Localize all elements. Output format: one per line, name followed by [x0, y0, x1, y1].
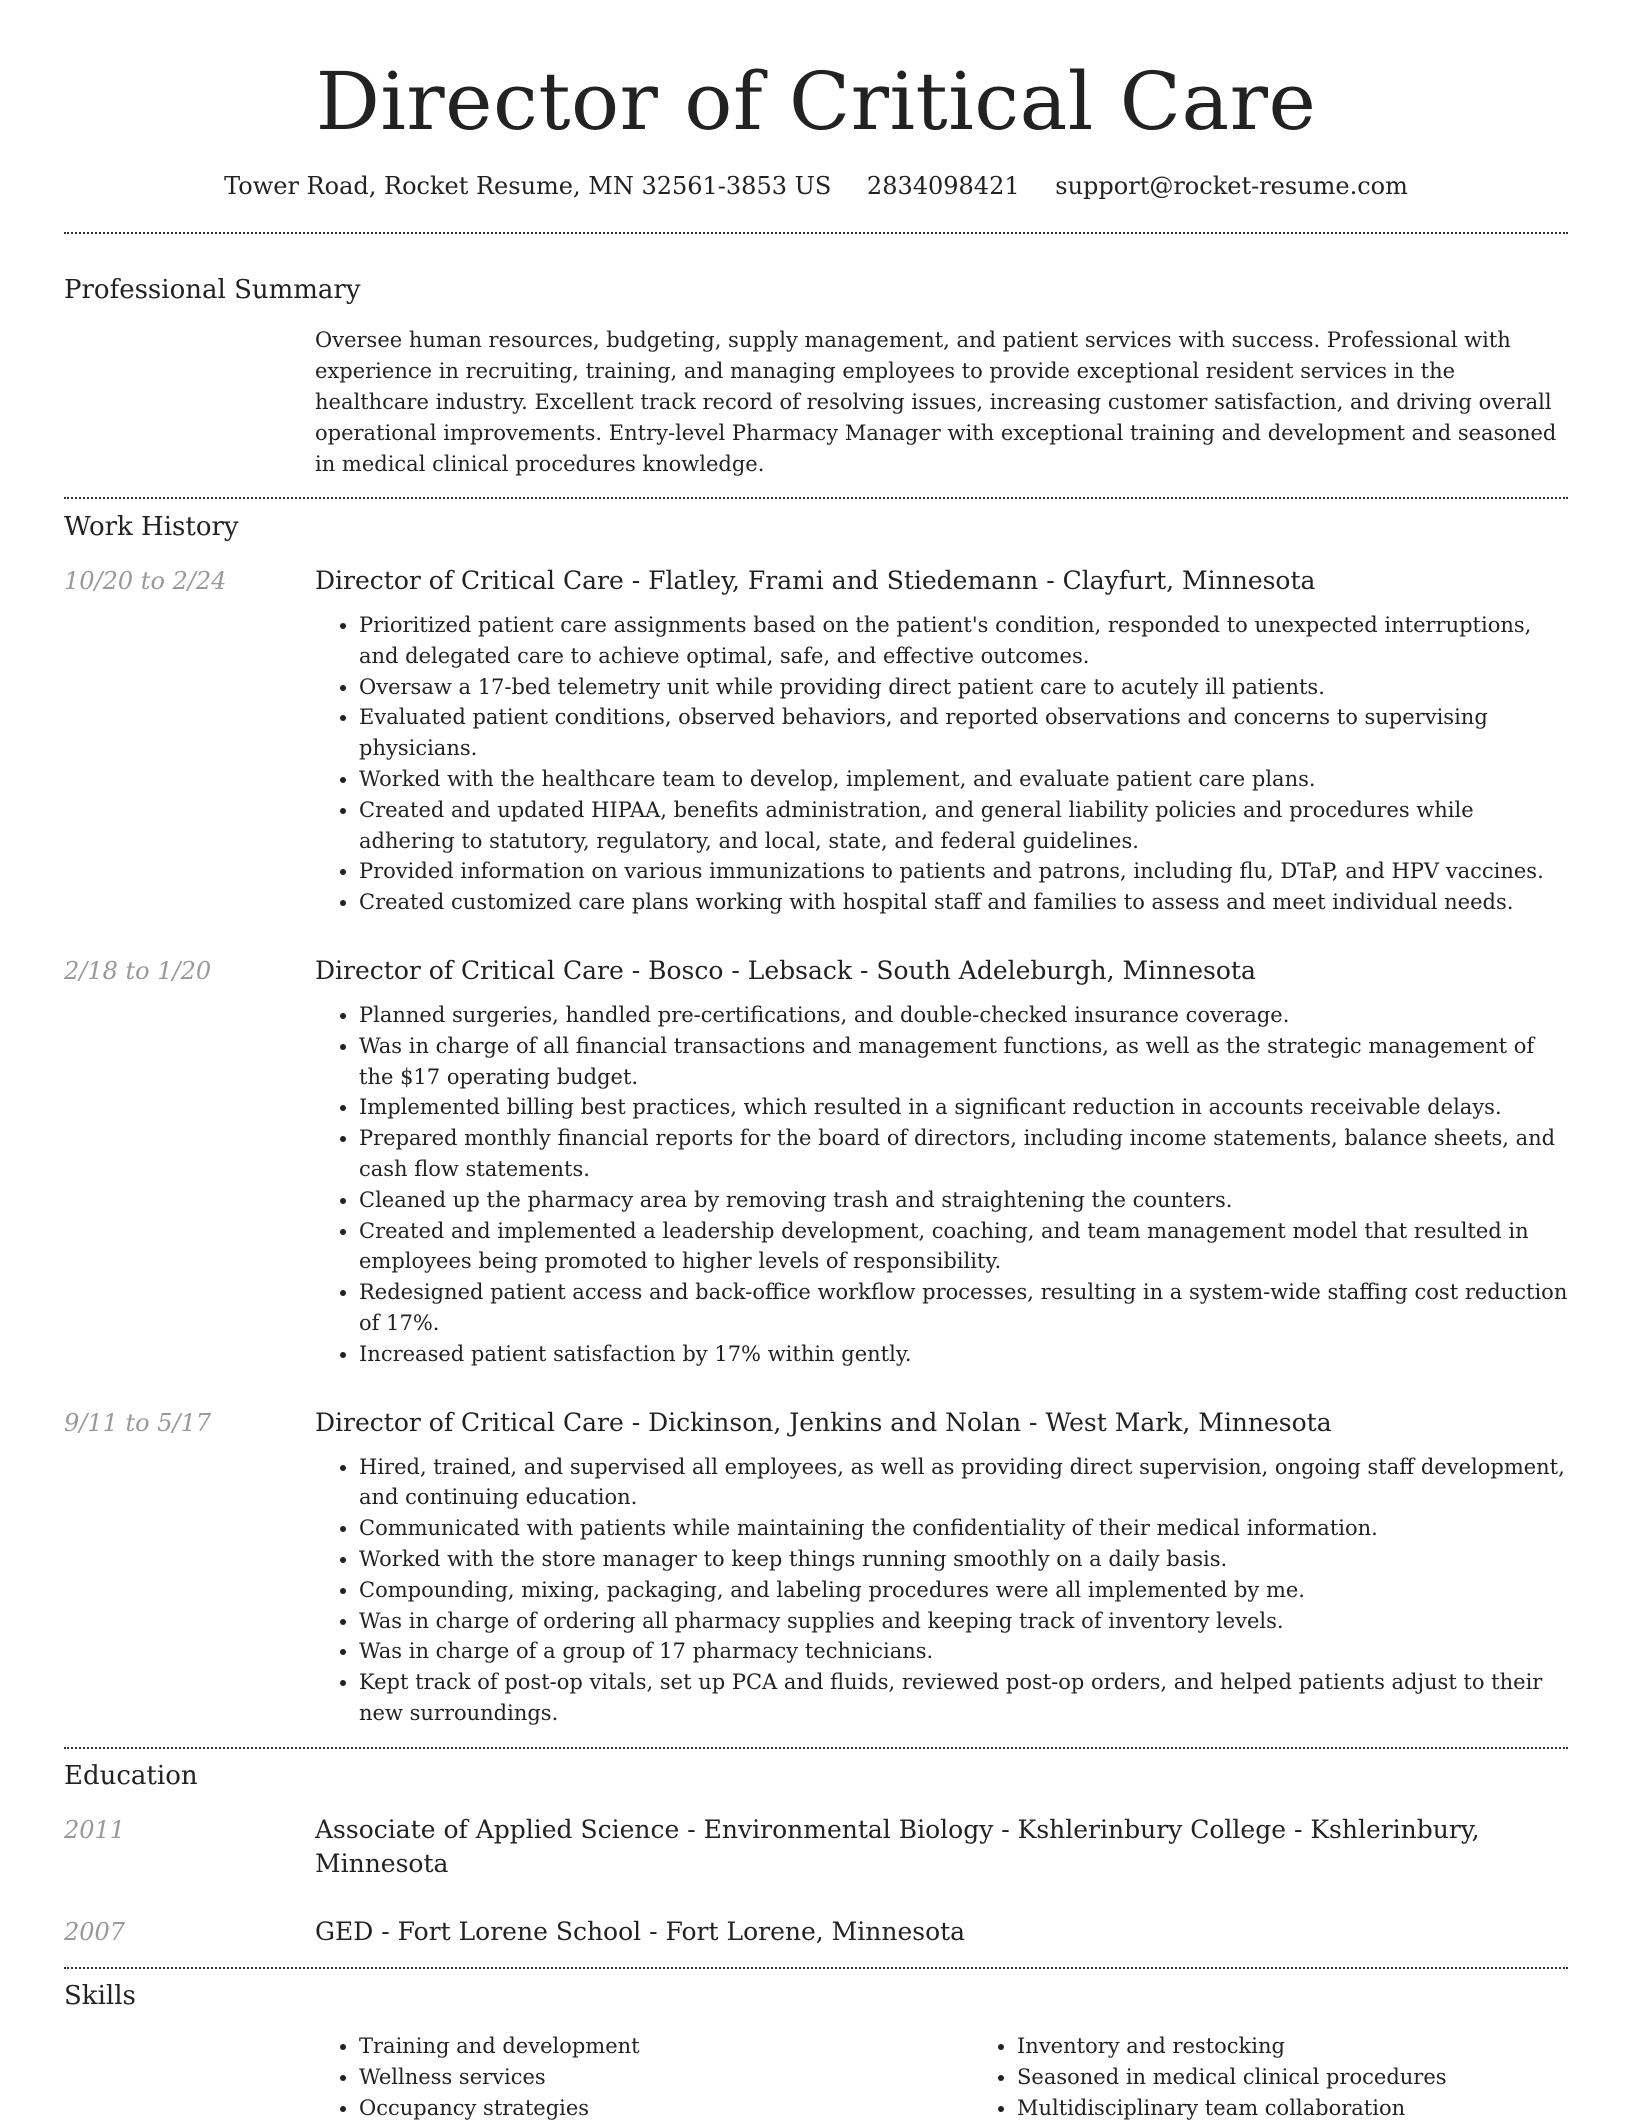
job-bullets [315, 1452, 1568, 1729]
education-entry [64, 1813, 1568, 1881]
job-title: Director of Critical Care - Flatley, Frami and Stiedemann - Clayfurt, Minnesota [315, 566, 1316, 595]
list-item: • Created customized care plans working with hospital staff and families to assess and meet individual needs. [359, 887, 1568, 918]
section-divider [64, 497, 1568, 499]
list-item: • Worked with the healthcare team to develop, implement, and evaluate patient care plans. [359, 764, 1568, 795]
section-title-summary: Professional Summary [64, 275, 361, 305]
job-content [315, 954, 1568, 1370]
job-bullets [315, 610, 1568, 918]
list-item: • Cleaned up the pharmacy area by removing trash and straightening the counters. [359, 1185, 1568, 1216]
contact-address: Tower Road, Rocket Resume, MN 32561-3853 US [224, 172, 832, 200]
job-content [315, 1406, 1568, 1729]
summary-row [64, 325, 1568, 480]
skill-item: • Multidisciplinary team collaboration [1017, 2093, 1631, 2124]
list-item: • Hired, trained, and supervised all employees, as well as providing direct supervision, ongoing staff development, and continuing education. [359, 1452, 1568, 1514]
list-item: • Redesigned patient access and back-office workflow processes, resulting in a system-wide staffing cost reduction of 17%. [359, 1277, 1568, 1339]
job-dates: 10/20 to 2/24 [64, 567, 227, 595]
job-title: Director of Critical Care - Bosco - Lebsack - South Adeleburgh, Minnesota [315, 955, 1256, 985]
job-content [315, 564, 1568, 918]
list-item: • Was in charge of all financial transactions and management functions, as well as the strategic management of the $17 operating budget. [359, 1031, 1568, 1093]
job-entry [64, 1406, 1568, 1729]
list-item: • Implemented billing best practices, which resulted in a significant reduction in accounts receivable delays. [359, 1092, 1568, 1123]
list-item: • Provided information on various immunizations to patients and patrons, including flu, DTaP, and HPV vaccines. [359, 856, 1568, 887]
list-item: • Evaluated patient conditions, observed behaviors, and reported observations and concerns to supervising physicians. [359, 702, 1568, 764]
skills-column-1 [315, 2031, 973, 2124]
section-title-education: Education [64, 1760, 198, 1791]
list-item: • Communicated with patients while maintaining the confidentiality of their medical information. [359, 1513, 1568, 1544]
contact-email: support@rocket-resume.com [1055, 172, 1408, 200]
skill-item: • Seasoned in medical clinical procedures [1017, 2062, 1631, 2093]
skill-item: • Inventory and restocking [1017, 2031, 1631, 2062]
skills-list [315, 2031, 1631, 2124]
contact-line [64, 170, 1568, 202]
skill-item: • Wellness services [359, 2062, 973, 2093]
contact-phone: 2834098421 [866, 172, 1020, 200]
skill-item: • Training and development [359, 2031, 973, 2062]
summary-text: Oversee human resources, budgeting, supply management, and patient services with success. Professional with experience in recruiting, training, and managing employees to provide exceptional resident services in the healthcare industry. Excellent track record of resolving issues, increasing customer satisfaction, and driving overall operational improvements. Entry-level Pharmacy Manager with exceptional training and development and seasoned in medical clinical procedures knowledge. [315, 328, 1557, 476]
list-item: • Kept track of post-op vitals, set up PCA and fluids, reviewed post-op orders, and helped patients adjust to their new surroundings. [359, 1667, 1568, 1729]
skills-row [64, 2031, 1568, 2124]
education-detail: GED - Fort Lorene School - Fort Lorene, Minnesota [315, 1916, 966, 1946]
education-detail: Associate of Applied Science - Environmental Biology - Kshlerinbury College - Kshlerinbury, Minnesota [315, 1814, 1480, 1878]
resume-page [64, 0, 1568, 2124]
list-item: • Worked with the store manager to keep things running smoothly on a daily basis. [359, 1544, 1568, 1575]
job-bullets [315, 1000, 1568, 1370]
section-divider [64, 1747, 1568, 1749]
section-title-work: Work History [64, 512, 239, 542]
education-entry [64, 1915, 1568, 1949]
page-title: Director of Critical Care [315, 55, 1317, 148]
job-dates: 9/11 to 5/17 [64, 1408, 212, 1437]
job-title: Director of Critical Care - Dickinson, Jenkins and Nolan - West Mark, Minnesota [315, 1407, 1332, 1437]
list-item: • Created and implemented a leadership development, coaching, and team management model that resulted in employees being promoted to higher levels of responsibility. [359, 1216, 1568, 1278]
job-entry [64, 564, 1568, 918]
skill-item: • Occupancy strategies [359, 2093, 973, 2124]
list-item: • Was in charge of a group of 17 pharmacy technicians. [359, 1636, 1568, 1667]
section-divider [64, 1967, 1568, 1969]
list-item: • Increased patient satisfaction by 17% within gently. [359, 1339, 1568, 1370]
list-item: • Was in charge of ordering all pharmacy supplies and keeping track of inventory levels. [359, 1606, 1568, 1637]
list-item: • Prioritized patient care assignments based on the patient's condition, responded to unexpected interruptions, and delegated care to achieve optimal, safe, and effective outcomes. [359, 610, 1568, 672]
list-item: • Created and updated HIPAA, benefits administration, and general liability policies and procedures while adhering to statutory, regulatory, and local, state, and federal guidelines. [359, 795, 1568, 857]
list-item: • Oversaw a 17-bed telemetry unit while providing direct patient care to acutely ill patients. [359, 672, 1568, 703]
list-item: • Compounding, mixing, packaging, and labeling procedures were all implemented by me. [359, 1575, 1568, 1606]
job-entry [64, 954, 1568, 1370]
skills-column-2 [973, 2031, 1631, 2124]
education-year: 2011 [64, 1815, 126, 1844]
education-year: 2007 [64, 1917, 126, 1946]
job-dates: 2/18 to 1/20 [64, 956, 212, 985]
section-title-skills: Skills [64, 1980, 136, 2011]
list-item: • Prepared monthly financial reports for the board of directors, including income statements, balance sheets, and cash flow statements. [359, 1123, 1568, 1185]
section-divider [64, 232, 1568, 234]
list-item: • Planned surgeries, handled pre-certifications, and double-checked insurance coverage. [359, 1000, 1568, 1031]
